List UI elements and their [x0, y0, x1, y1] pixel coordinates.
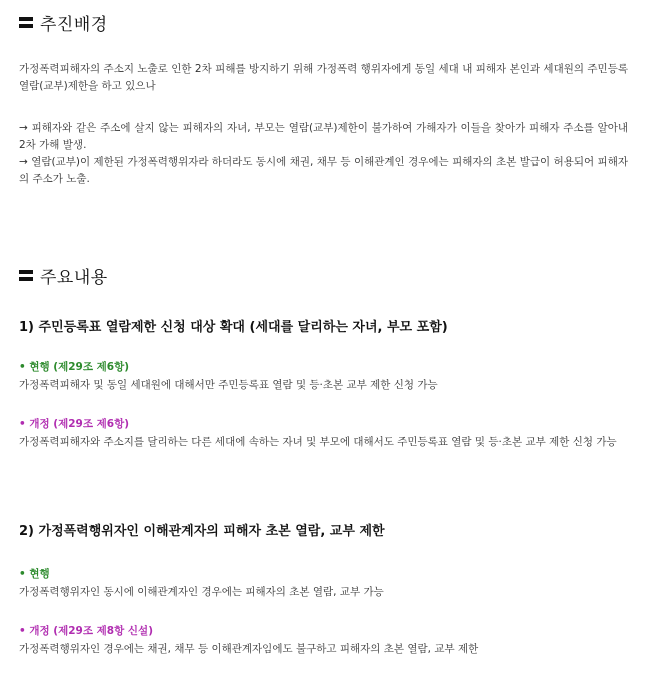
revised-law-text: 가정폭력행위자인 경우에는 채권, 채무 등 이해관계자임에도 불구하고 피해자의 초본 열람, 교부 제한: [19, 643, 479, 655]
current-law-label: • 현행: [19, 568, 50, 580]
current-law-label: • 현행 (제29조 제6항): [19, 361, 130, 373]
section-title-text: 주요내용: [40, 268, 108, 288]
revised-law-label: • 개정 (제29조 제8항 신설): [19, 625, 153, 637]
section-title-text: 추진배경: [40, 15, 108, 35]
current-law-text: 가정폭력행위자인 동시에 이해관계자인 경우에는 피해자의 초본 열람, 교부 가능: [19, 586, 384, 598]
revised-law-text: 가정폭력피해자와 주소지를 달리하는 다른 세대에 속하는 자녀 및 부모에 대해서도 주민등록표 열람 및 등·초본 교부 제한 신청 가능: [19, 436, 617, 448]
revised-law-label: • 개정 (제29조 제6항): [19, 418, 130, 430]
background-bullets: [19, 120, 628, 188]
item-heading: 1) 주민등록표 열람제한 신청 대상 확대 (세대를 달리하는 자녀, 부모 포함): [19, 320, 448, 335]
bullet-item: → 피해자와 같은 주소에 살지 않는 피해자의 자녀, 부모는 열람(교부)제한이 불가하여 가해자가 이들을 찾아가 피해자 주소를 알아내 2차 가해 발생.: [19, 122, 628, 151]
intro-paragraph: 가정폭력피해자의 주소지 노출로 인한 2차 피해를 방지하기 위해 가정폭력 행위자에게 동일 세대 내 피해자 본인과 세대원의 주민등록 열람(교부)제한을 하고 있으나: [19, 63, 628, 92]
section-title-main-content: [19, 263, 628, 288]
bullet-item: → 열람(교부)이 제한된 가정폭력행위자라 하더라도 동시에 채권, 채무 등 이해관계인 경우에는 피해자의 초본 발급이 허용되어 피해자의 주소가 노출.: [19, 156, 628, 185]
item-heading: 2) 가정폭력행위자인 이해관계자의 피해자 초본 열람, 교부 제한: [19, 524, 385, 539]
equals-bar-icon: [19, 17, 33, 28]
current-law-text: 가정폭력피해자 및 동일 세대원에 대해서만 주민등록표 열람 및 등·초본 교부 제한 신청 가능: [19, 379, 438, 391]
equals-bar-icon: [19, 270, 33, 281]
section-title-background: [19, 10, 628, 35]
